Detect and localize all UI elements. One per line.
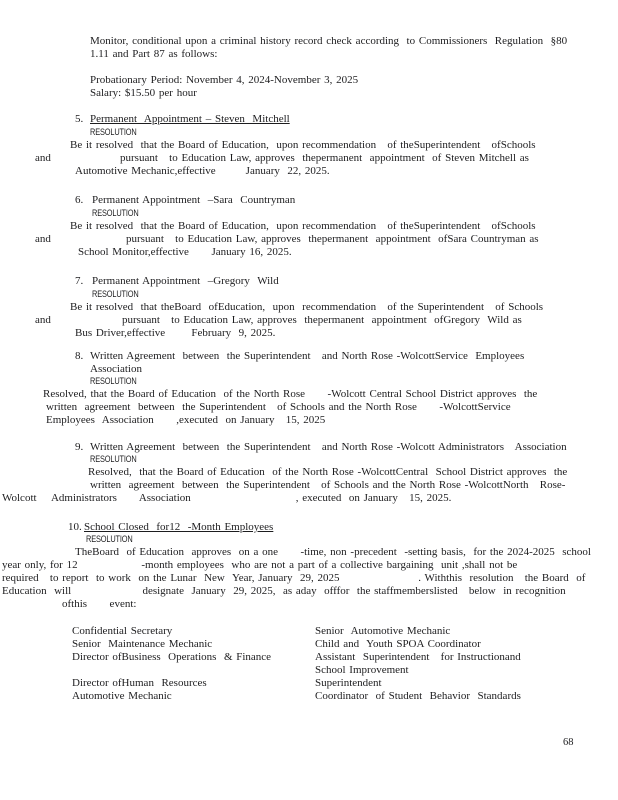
- item8-body-line-2: written agreement between the Superintendent of Schools and the North Rose -WolcottService: [46, 401, 511, 413]
- item8-body-line-1: Resolved, that the Board of Education of the North Rose -Wolcott Central School District approves the: [43, 388, 538, 400]
- item6-and-word: and: [35, 233, 51, 245]
- roster-left-cell: Confidential Secretary: [72, 625, 173, 637]
- probationary-period-line: Probationary Period: November 4, 2024-November 3, 2025: [90, 74, 359, 86]
- roster-left-cell: Automotive Mechanic: [72, 690, 172, 702]
- intro-line-1: Monitor, conditional upon a criminal history record check according to Commissioners Regulation §80: [90, 35, 568, 47]
- roster-left-cell: Senior Maintenance Mechanic: [72, 638, 213, 650]
- roster-right-cell: Superintendent: [315, 677, 382, 689]
- roster-left-cell: Director ofBusiness Operations & Finance: [72, 651, 272, 663]
- item10-resolution-label: RESOLUTION: [86, 534, 133, 545]
- item5-body-line-2: pursuant to Education Law, approves thepermanent appointment of Steven Mitchell as: [120, 152, 529, 164]
- item6-resolution-label: RESOLUTION: [92, 208, 139, 219]
- roster-right-cell: Assistant Superintendent for Instructionand: [315, 651, 521, 663]
- item5-resolution-label: RESOLUTION: [90, 127, 137, 138]
- item10-body-line-5: ofthis event:: [62, 598, 137, 610]
- item6-title: Permanent Appointment –Sara Countryman: [92, 194, 296, 206]
- item10-number: 10.: [68, 521, 82, 533]
- item5-number: 5.: [75, 113, 84, 125]
- item6-body-line-1: Be it resolved that the Board of Education, upon recommendation of theSuperintendent ofSchools: [70, 220, 536, 232]
- page-number: 68: [563, 737, 574, 748]
- item8-title-line-2: Association: [90, 363, 142, 375]
- item10-body-line-1: TheBoard of Education approves on a one -time, non -precedent -setting basis, for the 2024-2025 school: [75, 546, 591, 558]
- item8-body-line-3: Employees Association ,executed on January 15, 2025: [46, 414, 326, 426]
- roster-right-cell: Coordinator of Student Behavior Standards: [315, 690, 521, 702]
- item9-title: Written Agreement between the Superintendent and North Rose -Wolcott Administrators Association: [90, 441, 567, 453]
- item6-number: 6.: [75, 194, 84, 206]
- item7-body-line-1: Be it resolved that theBoard ofEducation, upon recommendation of the Superintendent of Schools: [70, 301, 544, 313]
- item10-body-line-4: Education will designate January 29, 2025, as aday offfor the staffmemberslisted below in recognition: [2, 585, 566, 597]
- item10-body-line-2: year only, for 12 -month employees who are not a part of a collective bargaining unit ,shall not be: [2, 559, 518, 571]
- item5-title: Permanent Appointment – Steven Mitchell: [90, 113, 290, 125]
- item5-body-line-3: Automotive Mechanic,effective January 22, 2025.: [75, 165, 330, 177]
- item6-body-line-2: pursuant to Education Law, approves thepermanent appointment ofSara Countryman as: [126, 233, 539, 245]
- item8-resolution-label: RESOLUTION: [90, 376, 137, 387]
- item6-body-line-3: School Monitor,effective January 16, 2025.: [78, 246, 292, 258]
- item7-body-line-2: pursuant to Education Law, approves thepermanent appointment ofGregory Wild as: [122, 314, 522, 326]
- item9-body-line-1: Resolved, that the Board of Education of the North Rose -WolcottCentral School District approves the: [88, 466, 568, 478]
- item9-number: 9.: [75, 441, 84, 453]
- item9-resolution-label: RESOLUTION: [90, 454, 137, 465]
- item8-title: Written Agreement between the Superintendent and North Rose -WolcottService Employees: [90, 350, 525, 362]
- item7-number: 7.: [75, 275, 84, 287]
- item10-body-line-3: required to report to work on the Lunar New Year, January 29, 2025 . Withthis resolution the Board of: [2, 572, 586, 584]
- item9-body-line-2: written agreement between the Superintendent of Schools and the North Rose -WolcottNorth Rose-: [90, 479, 566, 491]
- item10-title: School Closed for12 -Month Employees: [84, 521, 274, 533]
- roster-right-cell: School Improvement: [315, 664, 409, 676]
- item9-body-line-3: Wolcott Administrators Association , executed on January 15, 2025.: [2, 492, 452, 504]
- roster-right-cell: Child and Youth SPOA Coordinator: [315, 638, 481, 650]
- item7-title: Permanent Appointment –Gregory Wild: [92, 275, 279, 287]
- item7-and-word: and: [35, 314, 51, 326]
- item7-body-line-3: Bus Driver,effective February 9, 2025.: [75, 327, 276, 339]
- item7-resolution-label: RESOLUTION: [92, 289, 139, 300]
- intro-line-2: 1.11 and Part 87 as follows:: [90, 48, 218, 60]
- roster-right-cell: Senior Automotive Mechanic: [315, 625, 451, 637]
- item5-body-line-1: Be it resolved that the Board of Education, upon recommendation of theSuperintendent ofSchools: [70, 139, 536, 151]
- item5-and-word: and: [35, 152, 51, 164]
- item8-number: 8.: [75, 350, 84, 362]
- salary-line: Salary: $15.50 per hour: [90, 87, 197, 99]
- roster-left-cell: Director ofHuman Resources: [72, 677, 207, 689]
